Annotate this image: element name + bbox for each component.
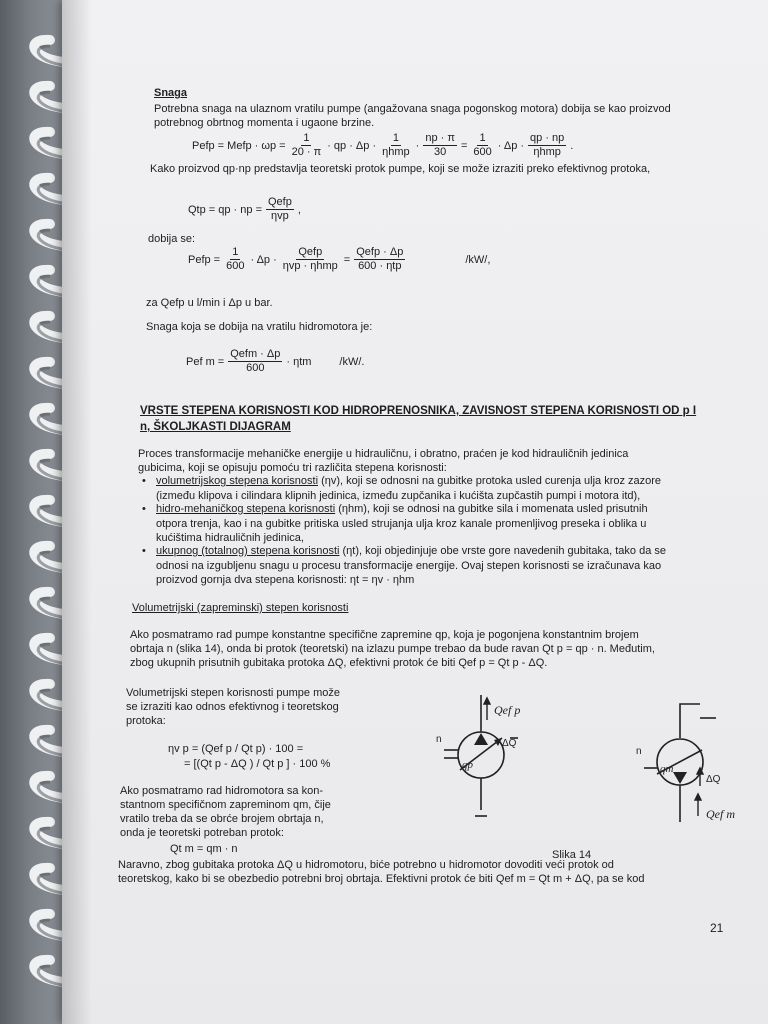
eq3-equals: =: [343, 253, 351, 266]
eq1-dot: ·: [415, 139, 420, 152]
equation-theoretical-flow: [186, 196, 303, 223]
vol-efficiency-eq-line2: = [(Qt p - ΔQ ) / Qt p ] · 100 %: [184, 758, 331, 770]
vol-p2-line3: protoka:: [126, 715, 166, 727]
bullet-total-title: ukupnog (totalnog) stepena korisnosti: [156, 545, 340, 557]
motor-symbol: [644, 704, 716, 822]
eq1-end: .: [570, 139, 574, 152]
label-n-pump: n: [436, 734, 442, 745]
label-dq-motor: ΔQ: [706, 774, 721, 785]
eq1-fraction-4: $\frac{1}{600}$: [473, 132, 492, 158]
eq3-unit: /kW/,: [465, 253, 491, 266]
eq3-lhs: Pefp =: [188, 253, 221, 266]
figure-14-diagram: [432, 690, 735, 860]
label-qp: qp: [462, 759, 473, 771]
bullet-hydromechanical-rest: (ηhm), koji se odnosi na gubitke sila i momenata usled prisutnih: [335, 503, 648, 515]
eq2-end: ,: [297, 203, 301, 216]
bullet-volumetric: [156, 475, 661, 489]
eq3-fraction-3: $\frac{\text{Qefp · Δp}}{\text{600 · ηtp}}$: [356, 246, 404, 272]
eq1-lhs: Pefp = Mefp · ωp =: [192, 139, 286, 152]
eq1-fraction-3: $\frac{np \cdot \pi}{30}$: [425, 132, 455, 158]
vol-p4-line2: teoretskog, kako bi se obezbedio potrebni broj obrtaja. Efektivni protok će biti Qef m = Qt m + ΔQ, pa se kod: [118, 873, 645, 885]
label-qefp: Qef p: [494, 703, 521, 717]
dobija-se-label: dobija se:: [148, 233, 196, 245]
equation-pump-power: [190, 132, 575, 159]
snaga-intro-line2: potrebnog obrtnog momenta i ugaone brzine.: [154, 117, 375, 129]
vol-p2-line1: Volumetrijski stepen korisnosti pumpe može: [126, 687, 340, 699]
eq3-fraction-1: $\frac{1}{600}$: [226, 246, 245, 272]
vol-p4-line1: Naravno, zbog gubitaka protoka ΔQ u hidromotoru, biće potrebno u hidromotor dovoditi veći protok od: [118, 859, 614, 871]
eq4-lhs: Pef m =: [186, 355, 225, 368]
vrste-p1-line1: Proces transformacije mehaničke energije u hidrauličnu, i obratno, praćen je kod hidrauličnih jedinica: [138, 448, 629, 460]
bullet-hydromechanical-line3: kućištima hidrauličnih jedinica,: [156, 532, 304, 544]
vol-p3-line4: onda je teoretski potreban protok:: [120, 827, 284, 839]
bullet-volumetric-title: volumetrijskog stepena korisnosti: [156, 475, 319, 487]
bullet-total-line2: odnosi na izgubljenu snagu u procesu transformacije energije. Ovaj stepen korisnosti se izračunava kao: [156, 560, 662, 572]
section-heading-vrste-line2: n, ŠKOLJKASTI DIJAGRAM: [140, 421, 291, 433]
eq1-mid2: · Δp ·: [497, 139, 525, 152]
label-qm: qm: [660, 763, 674, 775]
vol-p2-line2: se izraziti kao odnos efektivnog i teoretskog: [126, 701, 339, 713]
eq1-equals: =: [460, 139, 468, 152]
vrste-p1-line2: gubicima, koji se opisuju pomoću tri različita stepena korisnosti:: [138, 462, 447, 474]
bullet-volumetric-rest: (ηv), koji se odnosni na gubitke protoka usled curenja ulja kroz zazore: [318, 475, 662, 487]
section-heading-vrste-line1: VRSTE STEPENA KORISNOSTI KOD HIDROPRENOSNIKA, ZAVISNOST STEPENA KORISNOSTI OD p I: [140, 405, 697, 417]
vol-p1-line3: zbog ukupnih prisutnih gubitaka protoka ΔQ, efektivni protok će biti Qef p = Qt p - ΔQ.: [130, 657, 548, 669]
vol-p3-line3: vratilo treba da se obrće brojem obrtaja n,: [120, 813, 324, 825]
eq1-fraction-1: $\frac{1}{20 \cdot \pi}$: [291, 132, 322, 158]
motor-flow-eq: Qt m = qm · n: [170, 843, 238, 855]
snaga-line-teoretski: Kako proizvod qp·np predstavlja teoretski protok pumpe, koji se može izraziti preko efektivnog protoka,: [150, 163, 651, 175]
bullet-hydromechanical-line2: otpora trenja, kao i na gubitke pritiska usled strujanja ulja kroz kanale promenljivog preseka i oblika u: [156, 518, 647, 530]
eq4-fraction: $\frac{\text{Qefm · Δp}}{600}$: [230, 348, 281, 374]
document-page: [62, 0, 768, 1024]
bullet-volumetric-line2: (između klipova i cilindara klipnih jedinica, između zupčanika i kućišta zupčastih pumpi i motora itd),: [156, 490, 641, 502]
eq2-fraction: $\frac{\text{Qefp}}{\text{ηvp}}$: [268, 196, 292, 222]
figure-caption: Slika 14: [552, 849, 592, 861]
section-heading-volumetrijski: Volumetrijski (zapreminski) stepen korisnosti: [132, 602, 349, 614]
snaga-intro-line1: Potrebna snaga na ulaznom vratilu pumpe (angažovana snaga pogonskog motora) dobija se kao proizvod: [154, 103, 671, 115]
vol-efficiency-eq-line1: ηv p = (Qef p / Qt p) · 100 =: [168, 743, 304, 755]
vol-p3-line1: Ako posmatramo rad hidromotora sa kon-: [120, 785, 323, 797]
bullet-total: [156, 545, 666, 559]
bullet-hydromechanical-title: hidro-mehaničkog stepena korisnosti: [156, 503, 336, 515]
section-heading-snaga: Snaga: [154, 87, 188, 99]
eq4-mid: · ηtm: [286, 355, 312, 368]
units-line: za Qefp u l/min i Δp u bar.: [146, 297, 273, 309]
bullet-total-rest: (ηt), koji objedinjuje obe vrste gore navedenih gubitaka, tako da se: [339, 545, 666, 557]
eq1-mid: · qp · Δp ·: [327, 139, 377, 152]
eq4-unit: /kW/.: [339, 355, 365, 368]
vol-p3-line2: stantnom specifičnom zapreminom qm, čije: [120, 799, 331, 811]
eq2-lhs: Qtp = qp · np =: [188, 203, 262, 216]
motor-power-line: Snaga koja se dobija na vratilu hidromotora je:: [146, 321, 373, 333]
label-qefm: Qef m: [706, 807, 735, 821]
pump-arrow-out: [484, 698, 490, 720]
label-n-motor: n: [636, 746, 642, 757]
vol-p1-line2: obrtaja n (slika 14), onda bi protok (teoretski) na izlazu pumpe trebao da bude ravan Qt p = qp · n. Međutim,: [130, 643, 655, 655]
eq3-fraction-2: $\frac{\text{Qefp}}{\text{ηvp · ηhmp}}$: [282, 246, 338, 272]
eq1-fraction-2: $\frac{1}{\text{ηhmp}}$: [382, 132, 410, 158]
equation-power-effective: [186, 246, 492, 273]
eq3-mid: · Δp ·: [250, 253, 277, 266]
label-dq-pump: ΔQ: [502, 738, 517, 749]
bullet-total-line3: proizvod gornja dva stepena korisnosti: ηt = ηv · ηhm: [156, 574, 415, 586]
equation-motor-power: [184, 348, 366, 375]
page-number: 21: [710, 921, 724, 935]
vol-p1-line1: Ako posmatramo rad pumpe konstantne specifične zapremine qp, koja je pogonjena konstantnim brojem: [130, 629, 639, 641]
eq1-fraction-5: $\frac{qp \cdot np}{\text{ηhmp}}$: [530, 132, 565, 158]
bullet-hydromechanical: [156, 503, 648, 517]
